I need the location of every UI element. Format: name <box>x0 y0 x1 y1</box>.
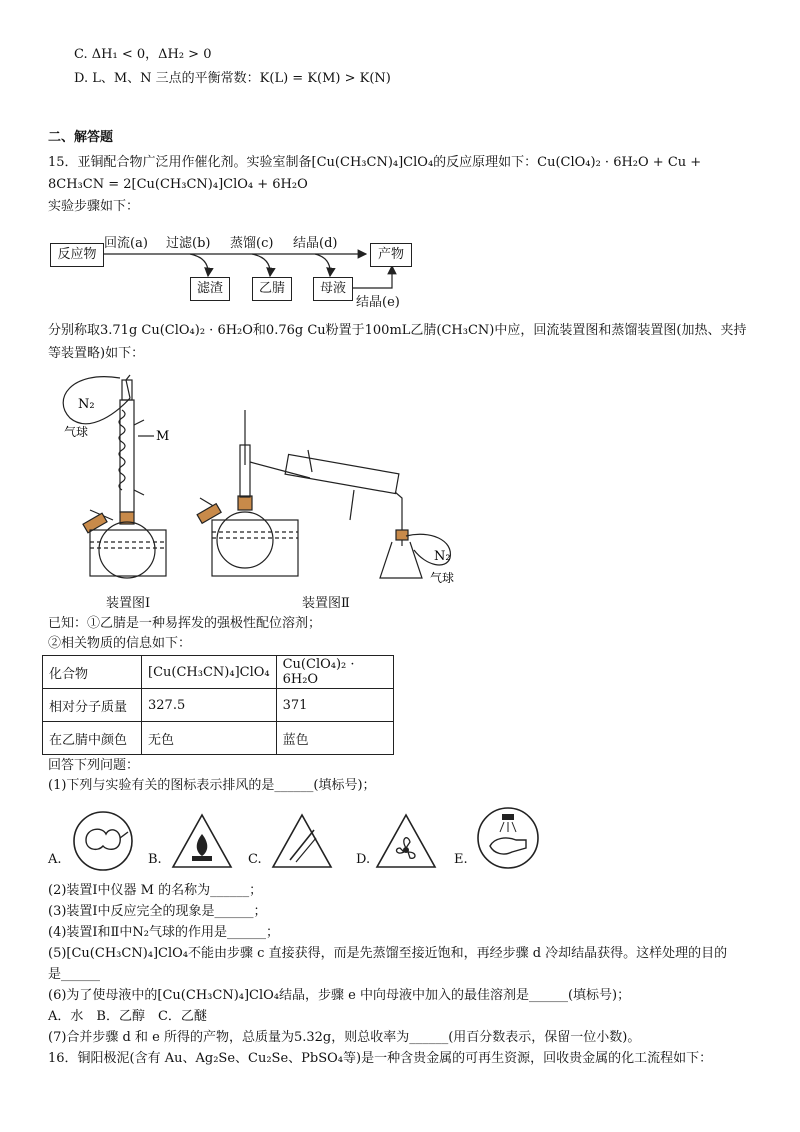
subq-2: (2)装置Ⅰ中仪器 M 的名称为______； <box>48 883 263 898</box>
flame-hazard-icon <box>170 812 234 870</box>
table-cell: 蓝色 <box>276 722 393 755</box>
m-label: M <box>156 429 170 444</box>
table-row <box>43 656 394 689</box>
table-cell: Cu(ClO₄)₂ · 6H₂O <box>276 656 393 689</box>
subq-7: (7)合并步骤 d 和 e 所得的产物，总质量为5.32g，则总收率为______(用百分数表示，保留一位小数)。 <box>48 1030 641 1045</box>
subq-6: (6)为了使母液中的[Cu(CH₃CN)₄]ClO₄结晶，步骤 e 中向母液中加入的最佳溶剂是______(填标号)； <box>48 988 631 1003</box>
answer-prompt: 回答下列问题： <box>48 758 140 773</box>
hand-wash-icon <box>476 806 540 870</box>
flow-step-c: 蒸馏(c) <box>230 236 274 251</box>
option-c: C. ΔH₁ < 0，ΔH₂ > 0 <box>74 47 212 62</box>
apparatus-drawing <box>50 370 470 585</box>
flow-box-acetonitrile: 乙腈 <box>252 277 292 301</box>
option-d: D. L、M、N 三点的平衡常数：K(L) = K(M) > K(N) <box>74 71 391 86</box>
fig2-caption: 装置图Ⅱ <box>302 596 350 611</box>
flow-step-a: 回流(a) <box>104 236 148 251</box>
subq-3: (3)装置Ⅰ中反应完全的现象是______； <box>48 904 267 919</box>
icon-option-label: C. <box>248 852 262 867</box>
flow-arrows <box>0 0 800 320</box>
table-cell: 相对分子质量 <box>43 689 142 722</box>
icon-option-label: A. <box>48 852 62 867</box>
table-row <box>43 722 394 755</box>
subq-4: (4)装置Ⅰ和Ⅱ中N₂气球的作用是______； <box>48 925 279 940</box>
balloon-label-fig2: 气球 <box>430 571 455 585</box>
q15-intro-line1: 15．亚铜配合物广泛用作催化剂。实验室制备[Cu(CH₃CN)₄]ClO₄的反应原理如下：Cu(ClO₄)₂ · 6H₂O + Cu + <box>48 155 702 170</box>
balloon-label-fig1: 气球 <box>64 425 89 439</box>
table-cell: 在乙腈中颜色 <box>43 722 142 755</box>
flow-box-mother-liquor: 母液 <box>313 277 353 301</box>
q15-weigh-line2: 等装置略)如下： <box>48 346 145 361</box>
fan-exhaust-icon <box>374 812 438 870</box>
table-cell: 无色 <box>142 722 277 755</box>
flow-step-d: 结晶(d) <box>293 236 338 251</box>
sharp-object-icon <box>270 812 334 870</box>
icon-option-label: D. <box>356 852 371 867</box>
substance-table <box>42 655 394 755</box>
icon-option-label: B. <box>148 852 162 867</box>
steps-title: 实验步骤如下： <box>48 199 140 214</box>
subq-6-options: A．水 B．乙醇 C．乙醚 <box>48 1009 207 1024</box>
goggles-icon <box>72 810 134 872</box>
known-line1: 已知：①乙腈是一种易挥发的强极性配位溶剂； <box>48 616 322 631</box>
n2-label-fig2: N₂ <box>434 549 451 564</box>
icon-option-label: E. <box>454 852 468 867</box>
n2-label-fig1: N₂ <box>78 397 95 412</box>
table-cell: 化合物 <box>43 656 142 689</box>
table-cell: [Cu(CH₃CN)₄]ClO₄ <box>142 656 277 689</box>
flow-step-e: 结晶(e) <box>356 295 400 310</box>
subq-5-line2: 是______ <box>48 967 101 982</box>
q15-weigh-line1: 分别称取3.71g Cu(ClO₄)₂ · 6H₂O和0.76g Cu粉置于100mL乙腈(CH₃CN)中应，回流装置图和蒸馏装置图(加热、夹持 <box>48 323 747 338</box>
subq-1: (1)下列与实验有关的图标表示排风的是______(填标号)； <box>48 778 376 793</box>
known-line2: ②相关物质的信息如下： <box>48 636 192 651</box>
table-row <box>43 689 394 722</box>
q15-intro-line2: 8CH₃CN = 2[Cu(CH₃CN)₄]ClO₄ + 6H₂O <box>48 177 308 192</box>
q16-intro: 16．铜阳极泥(含有 Au、Ag₂Se、Cu₂Se、PbSO₄等)是一种含贵金属的可再生资源，回收贵金属的化工流程如下： <box>48 1051 713 1066</box>
subq-5-line1: (5)[Cu(CH₃CN)₄]ClO₄不能由步骤 c 直接获得，而是先蒸馏至接近饱和，再经步骤 d 冷却结晶获得。这样处理的目的 <box>48 946 728 961</box>
table-cell: 371 <box>276 689 393 722</box>
fig1-caption: 装置图Ⅰ <box>106 596 151 611</box>
flow-box-residue: 滤渣 <box>190 277 230 301</box>
section-title: 二、解答题 <box>48 130 114 145</box>
flow-step-b: 过滤(b) <box>166 236 211 251</box>
flow-box-reactants: 反应物 <box>50 243 104 267</box>
flow-box-product: 产物 <box>370 243 412 267</box>
table-cell: 327.5 <box>142 689 277 722</box>
